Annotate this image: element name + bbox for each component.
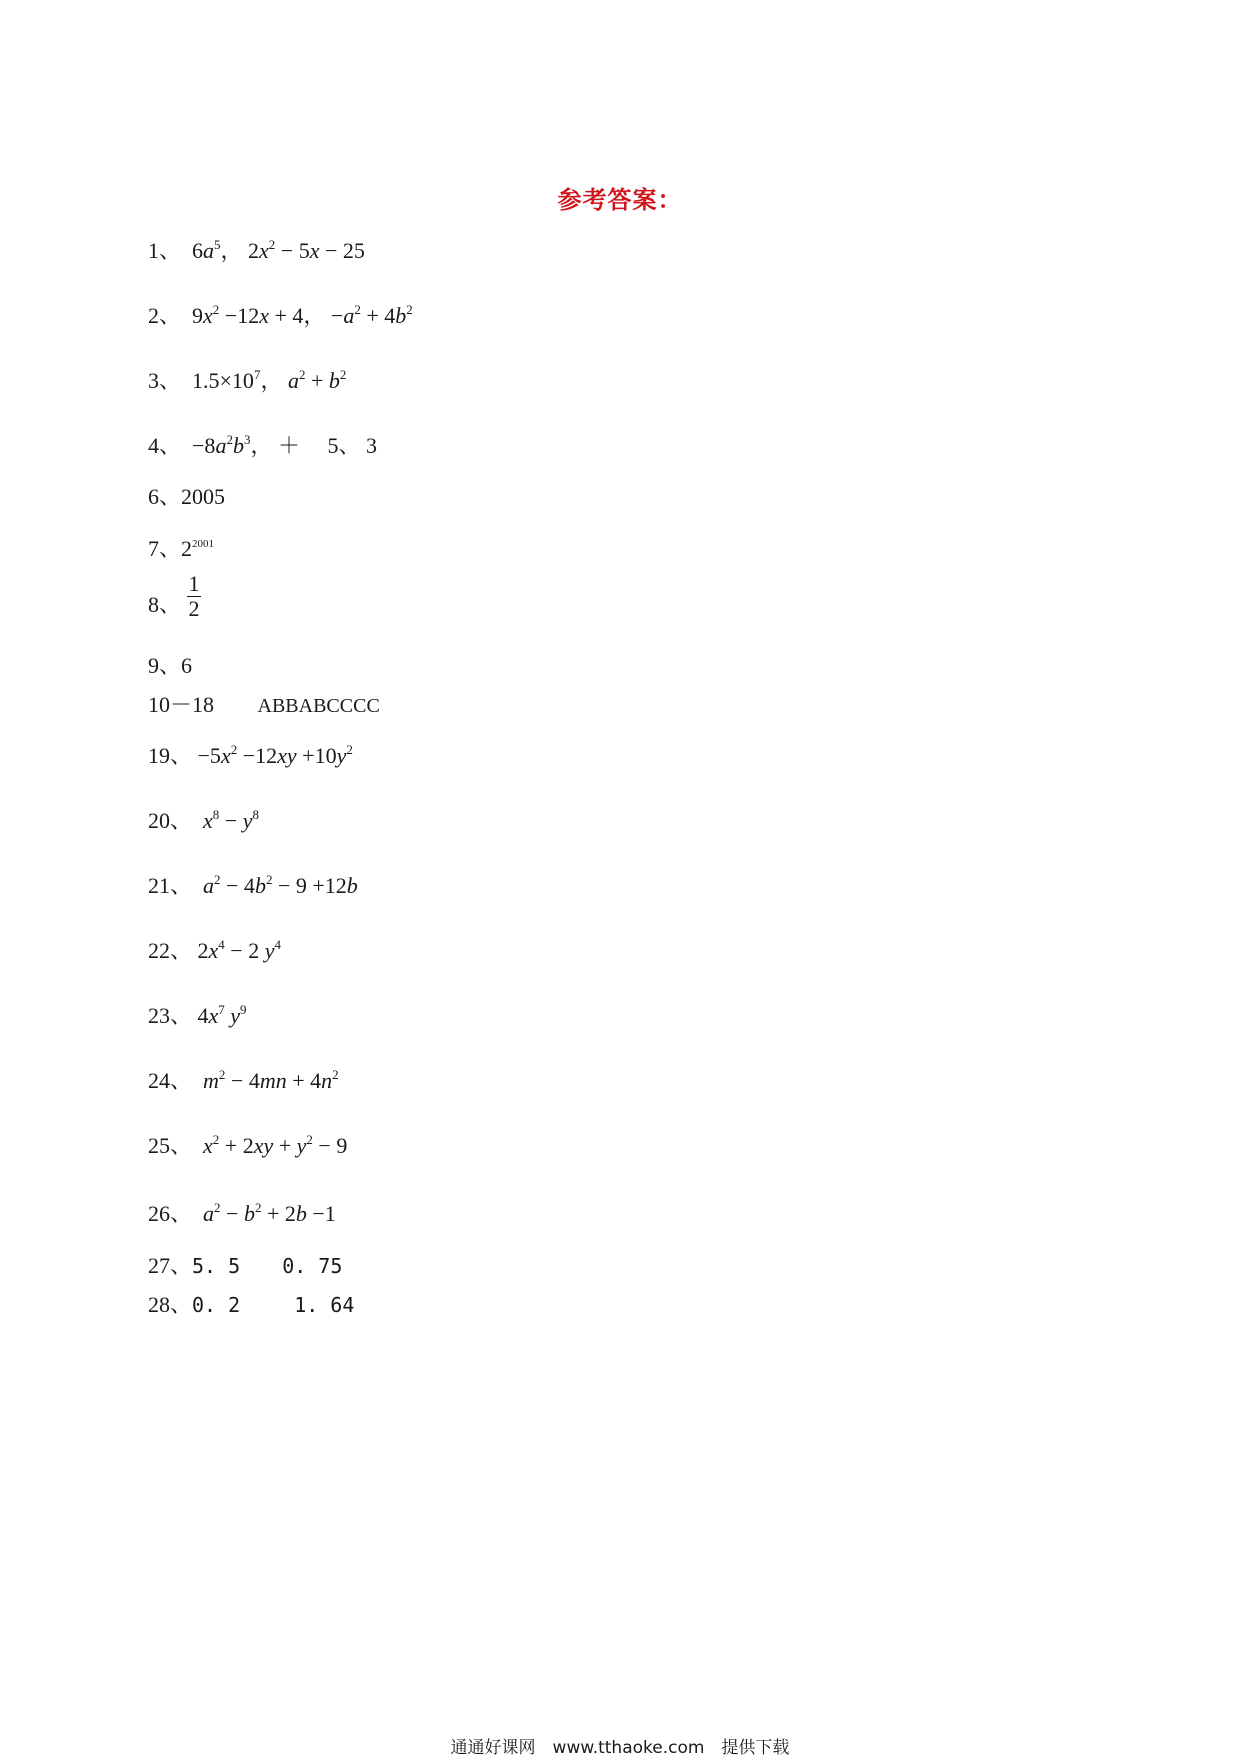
expression: $2^{2001}$	[181, 536, 215, 561]
item-number: 10－18	[148, 692, 215, 717]
expression: $9x^2 -12x + 4$， $-a^2 + 4b^2$	[192, 302, 413, 328]
answer-2	[148, 302, 413, 328]
denominator: 2	[188, 596, 200, 622]
answer-10-18	[148, 694, 380, 716]
answer-value-2: 1. 64	[294, 1293, 355, 1317]
expression: $a^2 - 4b^2 - 9 +12b$	[203, 872, 358, 898]
answer-1	[148, 237, 365, 263]
item-number: 7、	[148, 536, 182, 561]
expression: $1.5\times 10^7$， $a^2 + b^2$	[192, 367, 347, 393]
answer-8	[148, 571, 202, 622]
expression: $2x^4 - 2$ $y^4$	[197, 937, 281, 963]
answer-value: ABBABCCCC	[257, 695, 380, 717]
answer-5-value: 3	[365, 433, 377, 458]
item-number: 27、	[148, 1253, 193, 1278]
answer-25	[148, 1132, 348, 1158]
expression: $m^2 - 4mn + 4n^2$	[203, 1067, 339, 1093]
answer-27	[148, 1255, 342, 1277]
item-number: 1、	[148, 238, 182, 263]
answer-7	[148, 538, 214, 560]
expression: $a^2 - b^2 + 2b -1$	[203, 1200, 336, 1226]
answer-value-2: 0. 75	[282, 1254, 343, 1278]
item-number: 19、	[148, 743, 193, 768]
item-number: 9、	[148, 653, 182, 678]
expression: $6a^5$， $2x^2 - 5x - 25$	[192, 237, 365, 263]
expression: $x^2 + 2xy + y^2 - 9$	[203, 1132, 348, 1158]
page-footer: 通通好课网 www.tthaoke.com 提供下载	[450, 1738, 790, 1758]
answer-3	[148, 367, 347, 393]
expression: $x^8 - y^8$	[203, 807, 259, 833]
answer-23	[148, 1002, 247, 1028]
item-number: 2、	[148, 303, 182, 328]
item-number: 23、	[148, 1003, 193, 1028]
answer-28	[148, 1294, 354, 1316]
answer-26	[148, 1200, 336, 1226]
answer-title: 参考答案：	[557, 186, 683, 214]
item-number: 6、	[148, 484, 182, 509]
item-number: 4、	[148, 433, 182, 458]
answer-20	[148, 807, 259, 833]
answer-4	[148, 432, 377, 458]
item-number: 28、	[148, 1292, 193, 1317]
answer-6	[148, 486, 225, 508]
item-number: 20、	[148, 808, 193, 833]
answer-21	[148, 872, 358, 898]
item-number: 21、	[148, 873, 193, 898]
expression: $-8a^2b^3$， ＋	[192, 432, 300, 458]
answer-22	[148, 937, 281, 963]
item-number: 8、	[148, 591, 182, 617]
fraction	[187, 572, 202, 621]
item-number: 25、	[148, 1133, 193, 1158]
answer-value: 6	[181, 653, 193, 678]
answer-19	[148, 742, 353, 768]
answer-9	[148, 655, 192, 677]
item-number: 3、	[148, 368, 182, 393]
numerator: 1	[188, 571, 200, 596]
item-number: 24、	[148, 1068, 193, 1093]
answer-24	[148, 1067, 339, 1093]
item-number: 5、	[327, 433, 361, 458]
expression: $-5x^2 -12xy +10y^2$	[197, 742, 353, 768]
item-number: 26、	[148, 1201, 193, 1226]
item-number: 22、	[148, 938, 193, 963]
expression: $4x^7$ $y^9$	[197, 1002, 247, 1028]
answer-value-1: 5. 5	[192, 1254, 241, 1278]
answer-value: 2005	[181, 484, 226, 509]
answer-value-1: 0. 2	[192, 1293, 241, 1317]
